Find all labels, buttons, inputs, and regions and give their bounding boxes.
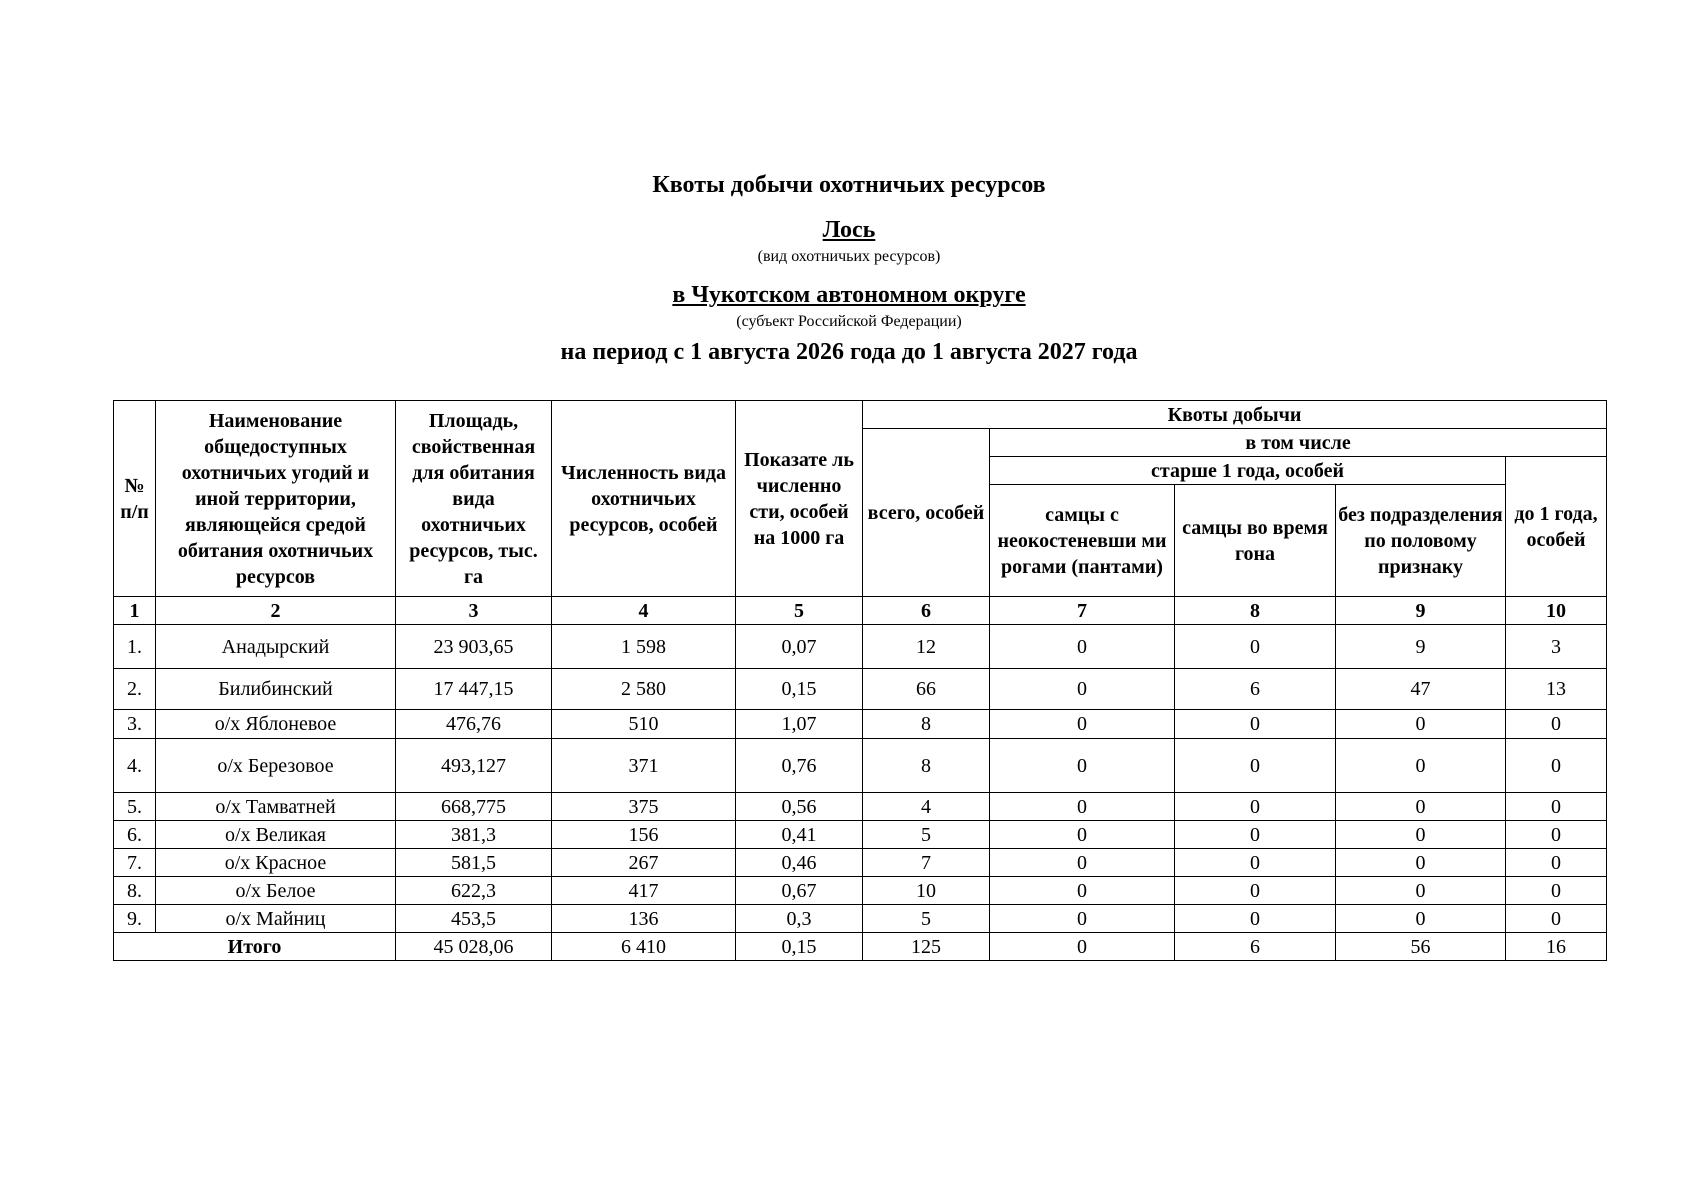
- row-num: 7.: [114, 849, 156, 877]
- row-population: 1 598: [552, 625, 736, 669]
- table-row: [114, 625, 1607, 669]
- row-under1: 0: [1506, 710, 1607, 739]
- header-no-sex: без подразделения по половому признаку: [1336, 485, 1506, 597]
- row-males-antlers: 0: [990, 905, 1175, 933]
- row-name: о/х Березовое: [156, 739, 396, 793]
- row-population: 371: [552, 739, 736, 793]
- species-name: Лось: [822, 217, 876, 243]
- row-under1: 0: [1506, 905, 1607, 933]
- row-males-antlers: 0: [990, 710, 1175, 739]
- header-num: № п/п: [114, 401, 156, 597]
- row-males-antlers: 0: [990, 625, 1175, 669]
- row-males-rut: 0: [1175, 849, 1336, 877]
- row-males-rut: 6: [1175, 669, 1336, 710]
- row-males-antlers: 0: [990, 849, 1175, 877]
- row-num: 9.: [114, 905, 156, 933]
- total-no-sex: 56: [1336, 933, 1506, 961]
- row-name: о/х Тамватней: [156, 793, 396, 821]
- row-num: 4.: [114, 739, 156, 793]
- row-area: 381,3: [396, 821, 552, 849]
- row-total: 7: [863, 849, 990, 877]
- row-name: о/х Яблоневое: [156, 710, 396, 739]
- row-name: о/х Белое: [156, 877, 396, 905]
- column-number: 10: [1506, 597, 1607, 625]
- row-under1: 0: [1506, 793, 1607, 821]
- row-area: 581,5: [396, 849, 552, 877]
- row-num: 5.: [114, 793, 156, 821]
- table-row: [114, 849, 1607, 877]
- row-population: 417: [552, 877, 736, 905]
- period-line: на период с 1 августа 2026 года до 1 августа 2027 года: [560, 339, 1138, 365]
- region-caption: (субъект Российской Федерации): [736, 313, 962, 330]
- row-males-rut: 0: [1175, 821, 1336, 849]
- header-area: Площадь, свойственная для обитания вида охотничьих ресурсов, тыс. га: [396, 401, 552, 597]
- row-no-sex: 0: [1336, 739, 1506, 793]
- row-population: 510: [552, 710, 736, 739]
- row-density: 0,76: [736, 739, 863, 793]
- table-row: [114, 669, 1607, 710]
- total-density: 0,15: [736, 933, 863, 961]
- column-number: 7: [990, 597, 1175, 625]
- row-area: 17 447,15: [396, 669, 552, 710]
- row-total: 4: [863, 793, 990, 821]
- row-males-antlers: 0: [990, 793, 1175, 821]
- row-total: 10: [863, 877, 990, 905]
- row-area: 622,3: [396, 877, 552, 905]
- row-under1: 0: [1506, 821, 1607, 849]
- row-males-rut: 0: [1175, 877, 1336, 905]
- row-no-sex: 0: [1336, 905, 1506, 933]
- row-density: 0,15: [736, 669, 863, 710]
- row-density: 0,41: [736, 821, 863, 849]
- column-number: 8: [1175, 597, 1336, 625]
- row-males-rut: 0: [1175, 905, 1336, 933]
- header-males-antlers: самцы с неокостеневши ми рогами (пантами): [990, 485, 1175, 597]
- row-males-antlers: 0: [990, 669, 1175, 710]
- row-males-rut: 0: [1175, 793, 1336, 821]
- row-no-sex: 0: [1336, 793, 1506, 821]
- row-no-sex: 0: [1336, 710, 1506, 739]
- row-density: 0,46: [736, 849, 863, 877]
- row-population: 156: [552, 821, 736, 849]
- row-population: 136: [552, 905, 736, 933]
- header-older: старше 1 года, особей: [990, 457, 1506, 485]
- row-population: 267: [552, 849, 736, 877]
- column-number: 3: [396, 597, 552, 625]
- row-under1: 3: [1506, 625, 1607, 669]
- table-row: [114, 905, 1607, 933]
- row-under1: 0: [1506, 877, 1607, 905]
- row-density: 0,56: [736, 793, 863, 821]
- row-density: 0,3: [736, 905, 863, 933]
- header-name: Наименование общедоступных охотничьих угодий и иной территории, являющейся средой обитания охотничьих ресурсов: [156, 401, 396, 597]
- row-area: 453,5: [396, 905, 552, 933]
- document-title: Квоты добычи охотничьих ресурсов: [652, 172, 1046, 198]
- row-males-antlers: 0: [990, 821, 1175, 849]
- row-name: о/х Майниц: [156, 905, 396, 933]
- row-total: 5: [863, 821, 990, 849]
- column-number: 1: [114, 597, 156, 625]
- row-males-rut: 0: [1175, 710, 1336, 739]
- row-num: 8.: [114, 877, 156, 905]
- row-density: 1,07: [736, 710, 863, 739]
- column-number: 4: [552, 597, 736, 625]
- header-total: всего, особей: [863, 429, 990, 597]
- row-males-rut: 0: [1175, 739, 1336, 793]
- column-number: 9: [1336, 597, 1506, 625]
- row-no-sex: 0: [1336, 849, 1506, 877]
- row-males-antlers: 0: [990, 877, 1175, 905]
- row-under1: 13: [1506, 669, 1607, 710]
- column-number: 2: [156, 597, 396, 625]
- quota-table: [113, 400, 1607, 961]
- region-name: в Чукотском автономном округе: [672, 282, 1026, 308]
- table-row: [114, 739, 1607, 793]
- header-population: Численность вида охотничьих ресурсов, особей: [552, 401, 736, 597]
- row-num: 6.: [114, 821, 156, 849]
- species-caption: (вид охотничьих ресурсов): [757, 248, 941, 265]
- header-quotas: Квоты добычи: [863, 401, 1607, 429]
- row-num: 2.: [114, 669, 156, 710]
- row-no-sex: 0: [1336, 877, 1506, 905]
- row-num: 3.: [114, 710, 156, 739]
- table-row: [114, 877, 1607, 905]
- row-name: о/х Великая: [156, 821, 396, 849]
- row-area: 23 903,65: [396, 625, 552, 669]
- column-number: 6: [863, 597, 990, 625]
- row-area: 476,76: [396, 710, 552, 739]
- row-num: 1.: [114, 625, 156, 669]
- row-under1: 0: [1506, 849, 1607, 877]
- total-quota: 125: [863, 933, 990, 961]
- column-number: 5: [736, 597, 863, 625]
- header-males-rut: самцы во время гона: [1175, 485, 1336, 597]
- row-no-sex: 47: [1336, 669, 1506, 710]
- total-row: [114, 933, 1607, 961]
- row-total: 8: [863, 739, 990, 793]
- row-males-antlers: 0: [990, 739, 1175, 793]
- row-name: о/х Красное: [156, 849, 396, 877]
- row-total: 12: [863, 625, 990, 669]
- row-under1: 0: [1506, 739, 1607, 793]
- row-no-sex: 0: [1336, 821, 1506, 849]
- header-including: в том числе: [990, 429, 1607, 457]
- row-population: 375: [552, 793, 736, 821]
- total-population: 6 410: [552, 933, 736, 961]
- row-density: 0,67: [736, 877, 863, 905]
- total-label: Итого: [114, 933, 396, 961]
- row-total: 5: [863, 905, 990, 933]
- total-under1: 16: [1506, 933, 1607, 961]
- total-males-antlers: 0: [990, 933, 1175, 961]
- header-under1: до 1 года, особей: [1506, 457, 1607, 597]
- row-males-rut: 0: [1175, 625, 1336, 669]
- row-area: 668,775: [396, 793, 552, 821]
- row-total: 66: [863, 669, 990, 710]
- row-area: 493,127: [396, 739, 552, 793]
- table-row: [114, 793, 1607, 821]
- row-no-sex: 9: [1336, 625, 1506, 669]
- total-males-rut: 6: [1175, 933, 1336, 961]
- row-total: 8: [863, 710, 990, 739]
- table-row: [114, 821, 1607, 849]
- column-number-row: [114, 597, 1607, 625]
- total-area: 45 028,06: [396, 933, 552, 961]
- row-name: Билибинский: [156, 669, 396, 710]
- table-row: [114, 710, 1607, 739]
- header-density: Показате ль численно сти, особей на 1000 га: [736, 401, 863, 597]
- row-name: Анадырский: [156, 625, 396, 669]
- row-population: 2 580: [552, 669, 736, 710]
- row-density: 0,07: [736, 625, 863, 669]
